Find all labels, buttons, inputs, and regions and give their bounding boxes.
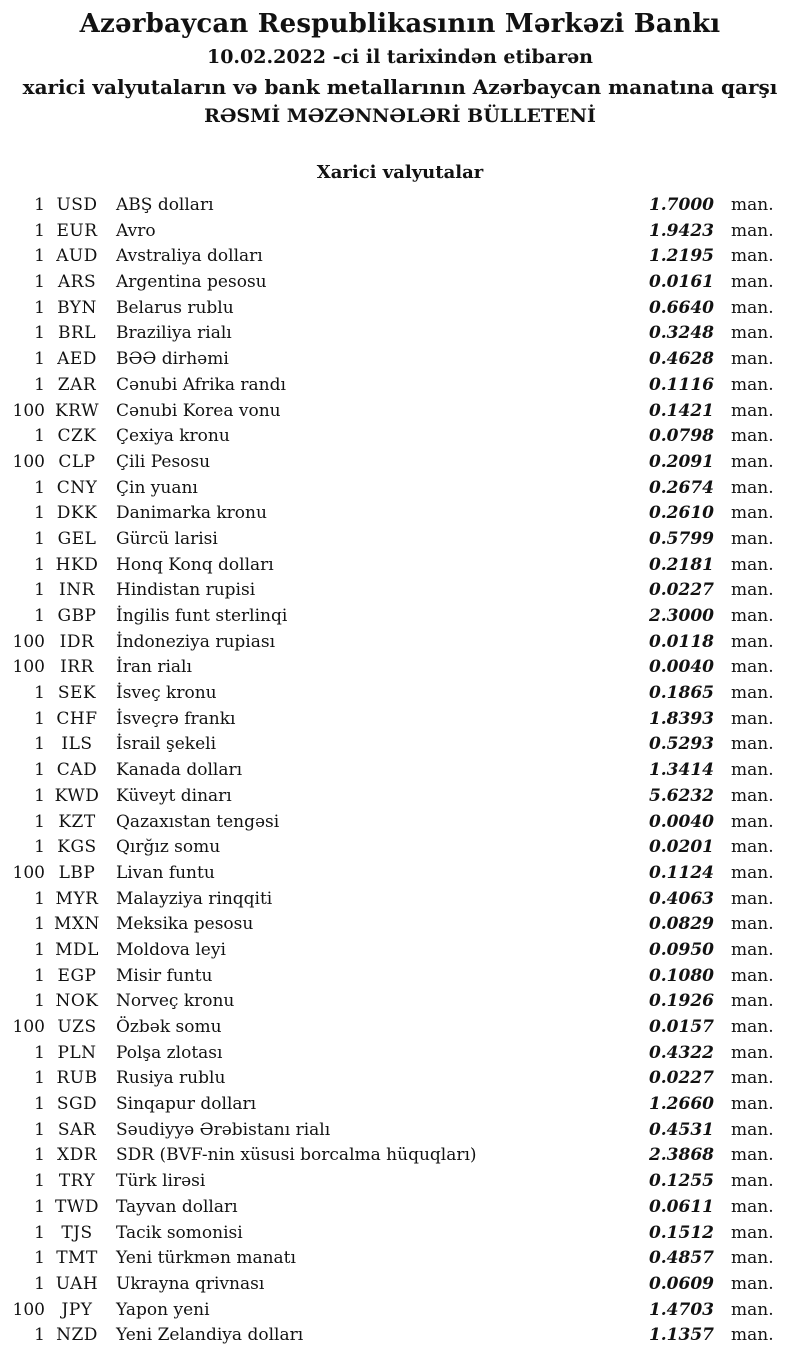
unit-label: man. — [731, 1222, 774, 1243]
unit-label: man. — [731, 477, 774, 498]
unit-label: man. — [731, 195, 774, 215]
quantity: 1 — [34, 1222, 45, 1243]
currency-name: Cənubi Korea vonu — [116, 400, 281, 421]
currency-code: CNY — [56, 477, 98, 498]
quantity: 100 — [12, 657, 45, 678]
currency-row — [0, 861, 800, 887]
currency-code: NOK — [55, 991, 99, 1012]
currency-name: İsveç kronu — [116, 683, 217, 704]
rate-value: 0.0950 — [648, 939, 714, 960]
currency-row — [0, 321, 800, 347]
rate-value: 0.1512 — [648, 1222, 714, 1243]
rate-value: 0.4628 — [648, 349, 714, 370]
quantity: 100 — [12, 862, 45, 883]
currency-row — [0, 707, 800, 733]
currency-row — [0, 938, 800, 964]
unit-label: man. — [731, 1094, 774, 1115]
currency-name: Malayziya rinqqiti — [116, 888, 273, 909]
unit-label: man. — [731, 1299, 774, 1320]
currency-code: KWD — [54, 785, 100, 806]
rate-value: 1.3414 — [648, 760, 714, 781]
rate-value: 0.0798 — [648, 426, 714, 447]
currency-code: SGD — [56, 1094, 98, 1115]
currency-row — [0, 347, 800, 373]
currency-code: BYN — [57, 297, 97, 318]
unit-label: man. — [731, 1145, 774, 1166]
currency-code: DKK — [56, 503, 98, 524]
currency-name: Gürcü larisi — [116, 528, 218, 549]
currency-name: Kanada dolları — [116, 760, 243, 781]
unit-label: man. — [731, 657, 774, 678]
currency-row — [0, 989, 800, 1015]
quantity: 1 — [34, 477, 45, 498]
rate-value: 0.2674 — [648, 477, 714, 498]
rate-value: 0.0040 — [648, 657, 714, 678]
unit-label: man. — [731, 811, 774, 832]
currency-code: NZD — [56, 1325, 98, 1346]
currency-name: Səudiyyə Ərəbistanı rialı — [116, 1119, 331, 1140]
rate-value: 1.1357 — [648, 1325, 714, 1346]
unit-label: man. — [731, 965, 774, 986]
rate-value: 0.0611 — [648, 1196, 714, 1217]
currency-name: Cənubi Afrika randı — [116, 374, 286, 395]
currency-code: ZAR — [57, 374, 97, 395]
quantity: 1 — [34, 734, 45, 755]
unit-label: man. — [731, 554, 774, 575]
currency-name: Qırğız somu — [116, 837, 221, 858]
currency-name: İngilis funt sterlinqi — [116, 606, 288, 626]
currency-name: Avro — [116, 220, 156, 241]
currency-row — [0, 578, 800, 604]
quantity: 1 — [34, 272, 45, 293]
unit-label: man. — [731, 220, 774, 241]
unit-label: man. — [731, 888, 774, 909]
currency-code: INR — [59, 580, 95, 601]
rate-value: 0.0040 — [648, 811, 714, 832]
currency-row — [0, 1143, 800, 1169]
unit-label: man. — [731, 914, 774, 935]
currency-name: Çin yuanı — [116, 477, 198, 498]
currency-row — [0, 835, 800, 861]
currency-row — [0, 1015, 800, 1041]
quantity: 1 — [34, 246, 45, 267]
rate-value: 0.0227 — [648, 580, 714, 601]
currency-code: TRY — [58, 1171, 96, 1192]
currency-name: Tayvan dolları — [116, 1196, 238, 1217]
rate-value: 0.4322 — [648, 1042, 714, 1063]
quantity: 1 — [34, 1196, 45, 1217]
currency-row — [0, 784, 800, 810]
rate-value: 0.5799 — [648, 528, 714, 549]
currency-row — [0, 270, 800, 296]
currency-row — [0, 296, 800, 322]
currency-code: EUR — [56, 220, 98, 241]
currency-name: Ukrayna qrivnası — [116, 1273, 265, 1294]
currency-code: USD — [56, 195, 98, 215]
currency-row — [0, 476, 800, 502]
currency-name: Polşa zlotası — [116, 1042, 223, 1063]
currency-code: BRL — [57, 323, 97, 344]
currency-name: Norveç kronu — [116, 991, 235, 1012]
currency-row — [0, 219, 800, 245]
currency-code: UZS — [57, 1017, 97, 1037]
currency-row — [0, 1246, 800, 1272]
bank-title: Azərbaycan Respublikasının Mərkəzi Bankı — [79, 9, 721, 39]
rate-value: 0.6640 — [648, 297, 714, 318]
currency-code: ILS — [61, 734, 93, 755]
unit-label: man. — [731, 323, 774, 344]
currency-name: Honq Konq dolları — [116, 554, 274, 575]
currency-row — [0, 424, 800, 450]
currency-name: Çili Pesosu — [116, 451, 211, 472]
currency-code: CHF — [56, 708, 98, 729]
currency-row — [0, 964, 800, 990]
currency-row — [0, 1066, 800, 1092]
bulletin-header — [0, 6, 800, 130]
currency-row — [0, 1169, 800, 1195]
currency-row — [0, 1221, 800, 1247]
quantity: 1 — [34, 914, 45, 935]
unit-label: man. — [731, 451, 774, 472]
currency-name: ABŞ dolları — [116, 195, 214, 215]
unit-label: man. — [731, 1171, 774, 1192]
effective-date-line: 10.02.2022 -ci il tarixindən etibarən — [206, 46, 593, 68]
quantity: 1 — [34, 888, 45, 909]
quantity: 1 — [34, 1273, 45, 1294]
currency-code: SAR — [57, 1119, 97, 1140]
rate-value: 0.2181 — [648, 554, 714, 575]
currency-code: XDR — [56, 1145, 98, 1166]
unit-label: man. — [731, 1325, 774, 1346]
currency-row — [0, 912, 800, 938]
quantity: 1 — [34, 965, 45, 986]
currency-name: İsveçrə frankı — [116, 708, 236, 729]
rate-value: 1.4703 — [648, 1299, 714, 1320]
quantity: 1 — [34, 220, 45, 241]
unit-label: man. — [731, 785, 774, 806]
unit-label: man. — [731, 708, 774, 729]
currency-row — [0, 193, 800, 219]
quantity: 1 — [34, 426, 45, 447]
currency-row — [0, 1092, 800, 1118]
quantity: 1 — [34, 760, 45, 781]
currency-name: Tacik somonisi — [116, 1222, 243, 1243]
currency-code: UAH — [55, 1273, 99, 1294]
quantity: 100 — [12, 631, 45, 652]
unit-label: man. — [731, 1068, 774, 1089]
currency-name: Türk lirəsi — [116, 1171, 206, 1192]
rate-value: 1.8393 — [648, 708, 714, 729]
currency-name: Yapon yeni — [116, 1299, 210, 1320]
quantity: 1 — [34, 1325, 45, 1346]
currency-code: SEK — [57, 683, 97, 704]
currency-name: Yeni türkmən manatı — [116, 1248, 296, 1269]
quantity: 1 — [34, 1171, 45, 1192]
rate-value: 2.3000 — [648, 606, 714, 626]
unit-label: man. — [731, 606, 774, 626]
currency-name: Argentina pesosu — [116, 272, 267, 293]
currency-code: PLN — [57, 1042, 97, 1063]
currency-row — [0, 810, 800, 836]
quantity: 1 — [34, 606, 45, 626]
quantity: 1 — [34, 1248, 45, 1269]
currency-row — [0, 1272, 800, 1298]
rate-value: 2.3868 — [648, 1145, 714, 1166]
quantity: 1 — [34, 939, 45, 960]
currency-row — [0, 758, 800, 784]
currency-code: KRW — [54, 400, 100, 421]
currency-row — [0, 450, 800, 476]
quantity: 100 — [12, 400, 45, 421]
unit-label: man. — [731, 991, 774, 1012]
unit-label: man. — [731, 272, 774, 293]
rate-value: 0.1255 — [648, 1171, 714, 1192]
quantity: 1 — [34, 195, 45, 215]
currency-row — [0, 1118, 800, 1144]
rate-value: 0.2091 — [648, 451, 714, 472]
unit-label: man. — [731, 862, 774, 883]
quantity: 1 — [34, 1094, 45, 1115]
currency-name: BƏƏ dirhəmi — [116, 349, 229, 370]
rate-value: 1.2195 — [648, 246, 714, 267]
currency-row — [0, 732, 800, 758]
rate-value: 0.0201 — [648, 837, 714, 858]
rate-value: 0.1421 — [648, 400, 714, 421]
quantity: 1 — [34, 528, 45, 549]
quantity: 1 — [34, 991, 45, 1012]
currency-code: JPY — [61, 1299, 93, 1320]
currency-code: ARS — [57, 272, 97, 293]
bulletin-subtitle: xarici valyutaların və bank metallarının Azərbaycan manatına qarşı — [22, 75, 778, 99]
currency-row — [0, 1323, 800, 1349]
currency-code: KZT — [58, 811, 96, 832]
currency-row — [0, 681, 800, 707]
unit-label: man. — [731, 503, 774, 524]
currency-row — [0, 1298, 800, 1324]
currency-name: Qazaxıstan tengəsi — [116, 811, 280, 832]
currency-name: Avstraliya dolları — [116, 246, 263, 267]
currency-row — [0, 655, 800, 681]
currency-row — [0, 244, 800, 270]
currency-code: LBP — [58, 862, 96, 883]
rate-value: 0.1116 — [648, 374, 714, 395]
currency-row — [0, 630, 800, 656]
unit-label: man. — [731, 683, 774, 704]
currency-name: Braziliya rialı — [116, 323, 232, 344]
quantity: 1 — [34, 837, 45, 858]
unit-label: man. — [731, 631, 774, 652]
rate-value: 0.1865 — [648, 683, 714, 704]
currency-name: İsrail şekeli — [116, 734, 216, 755]
quantity: 1 — [34, 1145, 45, 1166]
currency-code: HKD — [55, 554, 99, 575]
currency-row — [0, 1195, 800, 1221]
rate-value: 0.0609 — [648, 1273, 714, 1294]
rate-value: 0.1080 — [648, 965, 714, 986]
rate-value: 0.0829 — [648, 914, 714, 935]
currency-name: Sinqapur dolları — [116, 1094, 257, 1115]
rate-value: 1.7000 — [648, 195, 714, 215]
unit-label: man. — [731, 580, 774, 601]
unit-label: man. — [731, 1042, 774, 1063]
rate-value: 0.1926 — [648, 991, 714, 1012]
rate-value: 5.6232 — [648, 785, 714, 806]
currency-name: Meksika pesosu — [116, 914, 254, 935]
currency-code: MYR — [55, 888, 99, 909]
currency-row — [0, 373, 800, 399]
unit-label: man. — [731, 837, 774, 858]
unit-label: man. — [731, 939, 774, 960]
unit-label: man. — [731, 1273, 774, 1294]
currency-code: MXN — [54, 914, 100, 935]
section-title-foreign-currencies: Xarici valyutalar — [316, 162, 484, 183]
currency-name: Danimarka kronu — [116, 503, 267, 524]
currency-code: TMT — [56, 1248, 98, 1269]
quantity: 1 — [34, 1119, 45, 1140]
currency-name: Livan funtu — [116, 862, 215, 883]
currency-code: IDR — [59, 631, 95, 652]
quantity: 100 — [12, 1299, 45, 1320]
unit-label: man. — [731, 426, 774, 447]
currency-code: EGP — [57, 965, 97, 986]
quantity: 1 — [34, 811, 45, 832]
rate-value: 0.0161 — [648, 272, 714, 293]
quantity: 1 — [34, 554, 45, 575]
rate-value: 0.0157 — [648, 1017, 714, 1037]
currency-name: Moldova leyi — [116, 939, 226, 960]
rate-value: 1.2660 — [648, 1094, 714, 1115]
unit-label: man. — [731, 246, 774, 267]
currency-code: KGS — [57, 837, 97, 858]
currency-code: RUB — [56, 1068, 98, 1089]
currency-name: SDR (BVF-nin xüsusi borcalma hüquqları) — [116, 1145, 477, 1166]
quantity: 1 — [34, 503, 45, 524]
unit-label: man. — [731, 1196, 774, 1217]
rate-value: 0.2610 — [648, 503, 714, 524]
currency-code: AUD — [56, 246, 98, 267]
currency-row — [0, 501, 800, 527]
unit-label: man. — [731, 400, 774, 421]
unit-label: man. — [731, 1119, 774, 1140]
currency-rates-table — [0, 193, 800, 1349]
rate-value: 0.4531 — [648, 1119, 714, 1140]
currency-code: CAD — [56, 760, 98, 781]
unit-label: man. — [731, 349, 774, 370]
currency-code: TJS — [61, 1222, 93, 1243]
currency-code: TWD — [55, 1196, 99, 1217]
currency-code: CLP — [58, 451, 96, 472]
quantity: 1 — [34, 1042, 45, 1063]
currency-name: Rusiya rublu — [116, 1068, 226, 1089]
currency-name: İndoneziya rupiası — [116, 631, 276, 652]
currency-row — [0, 527, 800, 553]
quantity: 1 — [34, 297, 45, 318]
currency-name: Özbək somu — [116, 1017, 222, 1037]
quantity: 1 — [34, 349, 45, 370]
quantity: 100 — [12, 1017, 45, 1037]
rate-value: 0.3248 — [648, 323, 714, 344]
quantity: 100 — [12, 451, 45, 472]
quantity: 1 — [34, 683, 45, 704]
currency-code: GBP — [57, 606, 97, 626]
rate-value: 0.1124 — [648, 862, 714, 883]
currency-row — [0, 887, 800, 913]
unit-label: man. — [731, 528, 774, 549]
currency-name: İran rialı — [116, 657, 192, 678]
rate-value: 0.0227 — [648, 1068, 714, 1089]
rate-value: 0.5293 — [648, 734, 714, 755]
currency-row — [0, 604, 800, 630]
quantity: 1 — [34, 323, 45, 344]
currency-name: Belarus rublu — [116, 297, 234, 318]
currency-row — [0, 1041, 800, 1067]
rate-value: 1.9423 — [648, 220, 714, 241]
unit-label: man. — [731, 734, 774, 755]
unit-label: man. — [731, 760, 774, 781]
quantity: 1 — [34, 785, 45, 806]
unit-label: man. — [731, 1017, 774, 1037]
currency-row — [0, 553, 800, 579]
quantity: 1 — [34, 708, 45, 729]
quantity: 1 — [34, 1068, 45, 1089]
currency-row — [0, 399, 800, 425]
currency-code: CZK — [57, 426, 97, 447]
currency-code: GEL — [57, 528, 97, 549]
rate-value: 0.4063 — [648, 888, 714, 909]
currency-name: Çexiya kronu — [116, 426, 230, 447]
currency-name: Misir funtu — [116, 965, 213, 986]
quantity: 1 — [34, 374, 45, 395]
currency-code: IRR — [60, 657, 94, 678]
rate-value: 0.0118 — [648, 631, 714, 652]
currency-code: MDL — [55, 939, 99, 960]
bulletin-name: RƏSMİ MƏZƏNNƏLƏRİ BÜLLETENİ — [204, 105, 596, 127]
rate-value: 0.4857 — [648, 1248, 714, 1269]
unit-label: man. — [731, 374, 774, 395]
currency-name: Küveyt dinarı — [116, 785, 232, 806]
unit-label: man. — [731, 297, 774, 318]
currency-name: Yeni Zelandiya dolları — [116, 1325, 304, 1346]
quantity: 1 — [34, 580, 45, 601]
unit-label: man. — [731, 1248, 774, 1269]
currency-name: Hindistan rupisi — [116, 580, 256, 601]
currency-code: AED — [57, 349, 97, 370]
